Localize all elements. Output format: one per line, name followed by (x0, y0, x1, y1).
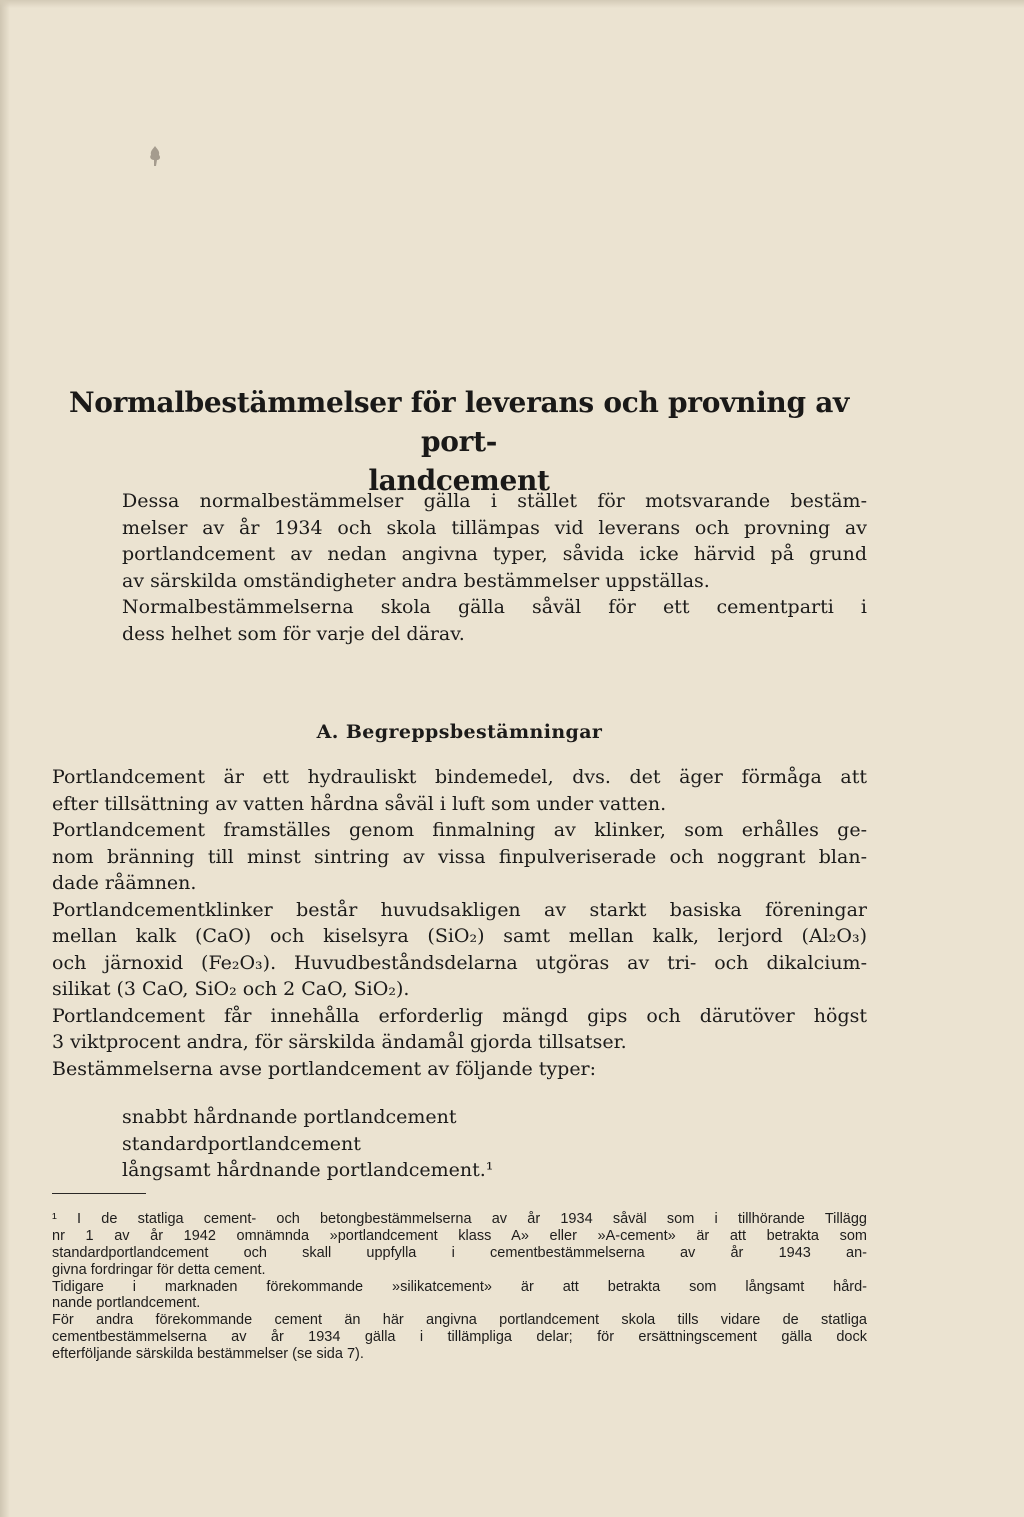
footnote-line: För andra förekommande cement än här angivna portlandcement skola tills vidare de statliga (52, 1312, 867, 1329)
body-line: silikat (3 CaO, SiO₂ och 2 CaO, SiO₂). (52, 978, 410, 1000)
footnotes (52, 1211, 867, 1363)
footnote-line: Tidigare i marknaden förekommande »silikatcement» är att betrakta som långsamt hård- (52, 1278, 867, 1295)
footnote-line: cementbestämmelserna av år 1934 gälla i tillämpliga delar; för ersättningscement gälla dock (52, 1329, 867, 1346)
title-line: Normalbestämmelser för leverans och provning av port- (68, 386, 850, 458)
body-line: Bestämmelserna avse portlandcement av följande typer: (52, 1057, 597, 1080)
section-heading: A. Begreppsbestämningar (316, 721, 603, 743)
intro-line: melser av år 1934 och skola tillämpas vid leverans och provning av (122, 516, 867, 539)
list-item: standardportlandcement (122, 1132, 361, 1155)
intro-line: portlandcement av nedan angivna typer, såvida icke härvid på grund (122, 543, 867, 565)
body-line: nom bränning till minst sintring av vissa finpulveriserade och noggrant blan- (52, 845, 867, 868)
ink-blot-mark (148, 145, 162, 167)
intro-line: Normalbestämmelserna skola gälla såväl för ett cementparti i (122, 596, 867, 618)
list-item: långsamt hårdnande portlandcement.¹ (122, 1159, 494, 1181)
body-line: efter tillsättning av vatten hårdna såväl i luft som under vatten. (52, 792, 667, 815)
body-line: Portlandcement är ett hydrauliskt bindemedel, dvs. det äger förmåga att (52, 766, 867, 788)
footnote-divider (52, 1193, 146, 1194)
intro-line: av särskilda omständigheter andra bestämmelser uppställas. (122, 569, 710, 592)
document-title (30, 383, 888, 500)
intro-line: dess helhet som för varje del därav. (122, 622, 465, 645)
intro-line: Dessa normalbestämmelser gälla i stället för motsvarande bestäm- (122, 490, 867, 512)
footnote-line: efterföljande särskilda bestämmelser (se sida 7). (52, 1346, 364, 1363)
body-line: mellan kalk (CaO) och kiselsyra (SiO₂) samt mellan kalk, lerjord (Al₂O₃) (52, 925, 867, 947)
page-top-shadow (0, 0, 1024, 8)
page-edge-shadow (0, 0, 10, 1517)
footnote-line: givna fordringar för detta cement. (52, 1261, 266, 1278)
body-line: Portlandcement får innehålla erforderlig mängd gips och därutöver högst (52, 1004, 867, 1027)
body-line: Portlandcement framställes genom finmalning av klinker, som erhålles ge- (52, 819, 867, 841)
body-line: och järnoxid (Fe₂O₃). Huvudbeståndsdelarna utgöras av tri- och dikalcium- (52, 951, 867, 974)
list-item: snabbt hårdnande portlandcement (122, 1106, 457, 1128)
body-line: Portlandcementklinker består huvudsakligen av starkt basiska föreningar (52, 898, 867, 921)
footnote-line: nr 1 av år 1942 omnämnda »portlandcement klass A» eller »A-cement» är att betrakta som (52, 1227, 867, 1244)
title-line: landcement (368, 464, 550, 497)
body-line: 3 viktprocent andra, för särskilda ändamål gjorda tillsatser. (52, 1031, 627, 1053)
footnote-line: nande portlandcement. (52, 1295, 201, 1312)
cement-type-list (122, 1104, 493, 1184)
footnote-line: ¹ I de statliga cement- och betongbestämmelserna av år 1934 såväl som i tillhörande Tillägg (52, 1211, 867, 1227)
intro-paragraph (122, 488, 867, 647)
body-line: dade råämnen. (52, 872, 197, 894)
footnote-line: standardportlandcement och skall uppfylla i cementbestämmelserna av år 1943 an- (52, 1244, 867, 1261)
definitions-text (52, 764, 867, 1082)
